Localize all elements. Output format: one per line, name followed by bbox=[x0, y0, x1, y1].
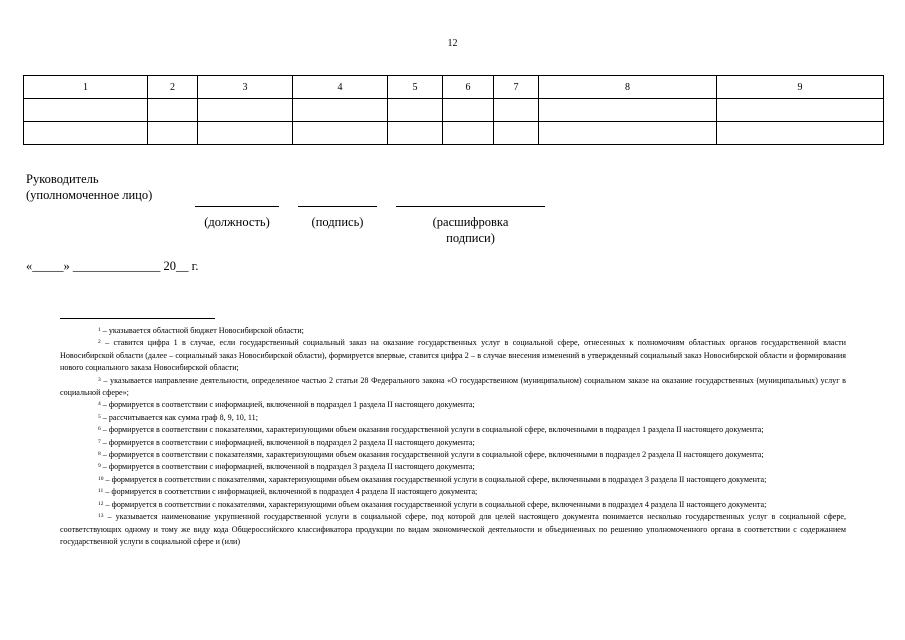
signature-title bbox=[26, 171, 152, 203]
data-table bbox=[23, 75, 884, 145]
column-number: 2 bbox=[148, 76, 198, 99]
column-number: 1 bbox=[24, 76, 148, 99]
signature-line bbox=[298, 206, 377, 207]
column-number: 3 bbox=[198, 76, 293, 99]
table-cell bbox=[717, 99, 884, 122]
page-number: 12 bbox=[447, 38, 458, 49]
table-cell bbox=[198, 122, 293, 145]
table-cell bbox=[388, 122, 443, 145]
table-cell bbox=[494, 99, 539, 122]
column-number: 7 bbox=[494, 76, 539, 99]
table-cell bbox=[388, 99, 443, 122]
footnote: $^6$ – формируется в соответствии с показателями, характеризующими объем оказания государственной услуги в социальной сфере, включенными в подраздел 1 раздела II настоящего документа; bbox=[98, 425, 764, 435]
footnotes bbox=[60, 325, 846, 548]
footnote: $^{11}$ – формируется в соответствии с информацией, включенной в подраздел 4 раздела II настоящего документа; bbox=[98, 487, 478, 497]
table-row bbox=[24, 122, 884, 145]
table-cell bbox=[293, 99, 388, 122]
position-line bbox=[195, 206, 279, 207]
footnote-separator bbox=[60, 318, 215, 319]
table-cell bbox=[198, 99, 293, 122]
footnote: $^{10}$ – формируется в соответствии с показателями, характеризующими объем оказания государственной услуги в социальной сфере, включенными в подраздел 3 раздела II настоящего документа; bbox=[98, 474, 767, 484]
footnote: $^5$ – рассчитывается как сумма граф 8, 9, 10, 11; bbox=[98, 412, 258, 422]
column-number: 8 bbox=[539, 76, 717, 99]
table-row bbox=[24, 99, 884, 122]
footnote: $^3$ – указывается направление деятельности, определенное частью 2 статьи 28 Федерального закона «О государственном (муниципальном) социальном заказе на оказание государственных (муниципальных) услуг в социальной сфере»; bbox=[60, 375, 846, 398]
date-line: «_____» ______________ 20__ г. bbox=[26, 259, 199, 273]
column-number: 6 bbox=[443, 76, 494, 99]
footnote: $^4$ – формируется в соответствии с информацией, включенной в подраздел 1 раздела II настоящего документа; bbox=[98, 400, 475, 410]
decoding-caption: (расшифровка подписи) bbox=[432, 215, 509, 245]
footnote: $^{13}$ – указывается наименование укрупненной государственной услуги в социальной сфере, под которой для целей настоящего документа понимается несколько государственных услуг в социальной сфере, соответствующих одному и тому же виду кода Общероссийского классификатора продукции по видам экономической деятельности и объединенных по решению уполномоченного органа в соответствии с содержанием государственной услуги в социальной сфере и (или) bbox=[60, 512, 846, 546]
footnote: $^2$ – ставится цифра 1 в случае, если государственный социальный заказ на оказание государственных услуг в социальной сфере, отнесенных к полномочиям областных органов государственной власти Новосибирской области (далее – социальный заказ Новосибирской области), формируется впервые, ставится цифра 2 – в случае внесения изменений в утвержденный социальный заказ Новосибирской области и формирования нового социального заказа Новосибирской области; bbox=[60, 338, 846, 373]
column-number: 5 bbox=[388, 76, 443, 99]
table-cell bbox=[443, 122, 494, 145]
footnote: $^9$ – формируется в соответствии с информацией, включенной в подраздел 3 раздела II настоящего документа; bbox=[98, 462, 475, 472]
table-cell bbox=[539, 99, 717, 122]
table-cell bbox=[717, 122, 884, 145]
table-cell bbox=[443, 99, 494, 122]
signature-caption: (подпись) bbox=[311, 215, 364, 229]
signatory-subtitle: (уполномоченное лицо) bbox=[26, 188, 153, 202]
table-cell bbox=[293, 122, 388, 145]
table-cell bbox=[148, 99, 198, 122]
footnote: $^{12}$ – формируется в соответствии с показателями, характеризующими объем оказания государственной услуги в социальной сфере, включенными в подраздел 4 раздела II настоящего документа; bbox=[98, 499, 767, 509]
table-header-row bbox=[24, 76, 884, 99]
table-cell bbox=[24, 99, 148, 122]
signatory-title: Руководитель bbox=[26, 172, 99, 186]
position-caption: (должность) bbox=[204, 215, 270, 229]
column-number: 9 bbox=[717, 76, 884, 99]
table-cell bbox=[148, 122, 198, 145]
table-cell bbox=[539, 122, 717, 145]
decoding-line bbox=[396, 206, 545, 207]
footnote: $^7$ – формируется в соответствии с информацией, включенной в подраздел 2 раздела II настоящего документа; bbox=[98, 437, 475, 447]
column-number: 4 bbox=[293, 76, 388, 99]
table-cell bbox=[24, 122, 148, 145]
footnote: $^8$ – формируется в соответствии с показателями, характеризующими объем оказания государственной услуги в социальной сфере, включенными в подраздел 2 раздела II настоящего документа; bbox=[98, 450, 764, 460]
table-cell bbox=[494, 122, 539, 145]
footnote: $^1$ – указывается областной бюджет Новосибирской области; bbox=[98, 326, 304, 335]
